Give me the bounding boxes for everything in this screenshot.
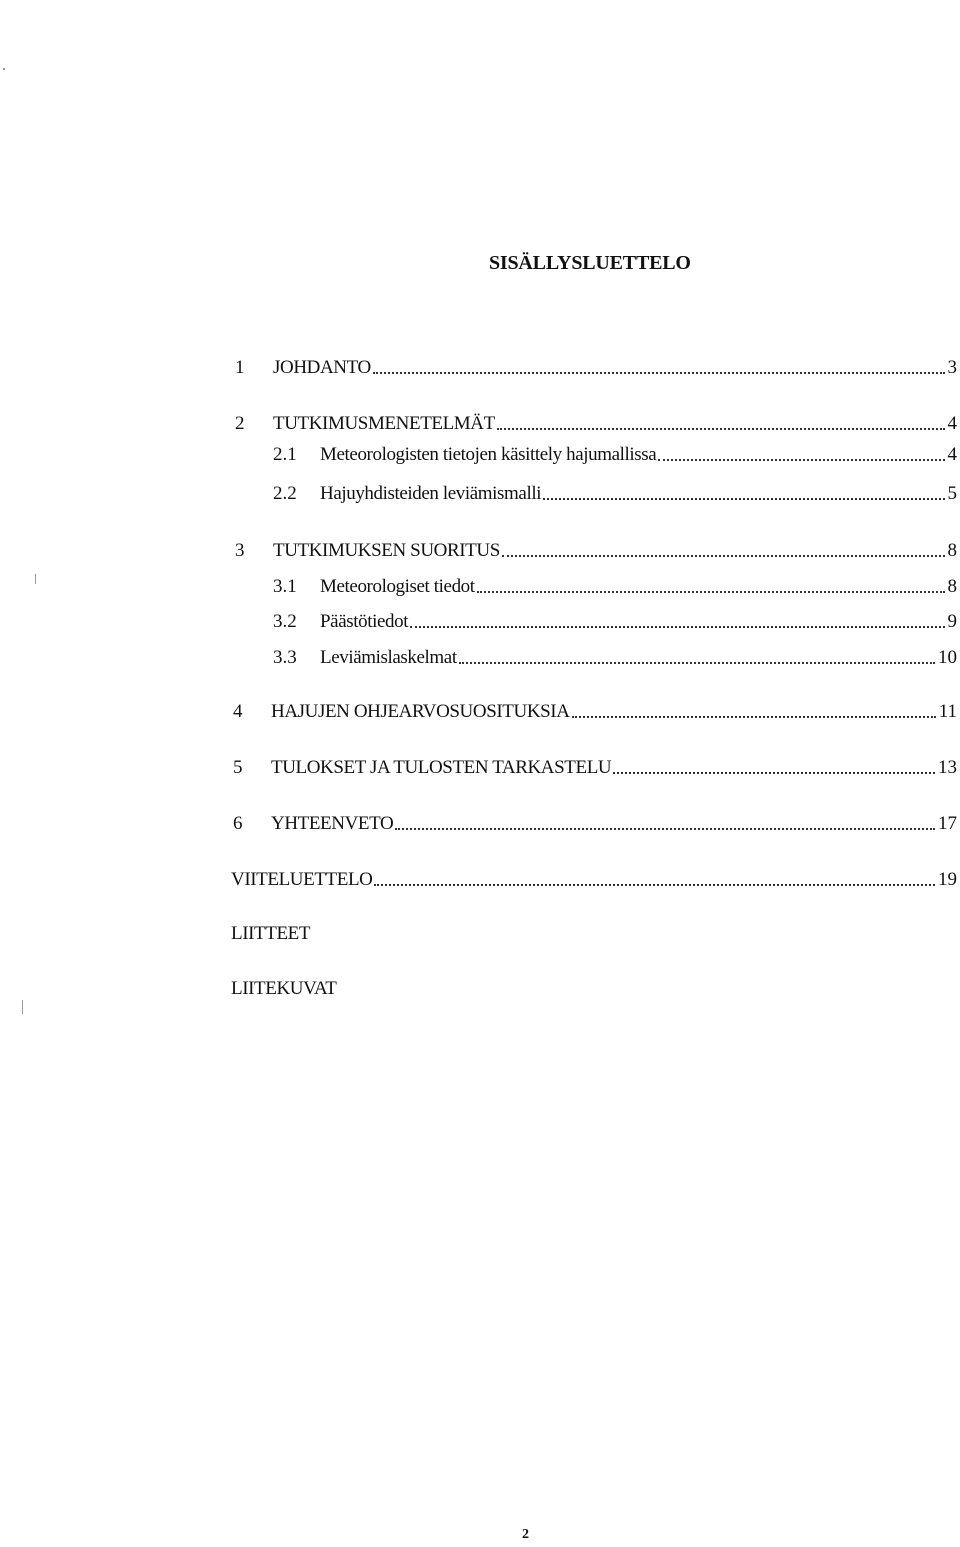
toc-entry-number: 2	[235, 413, 245, 434]
dot-leader	[459, 662, 935, 664]
toc-entry-tutkimusmenetelmat	[235, 409, 957, 435]
toc-entry-number: 1	[235, 357, 245, 378]
toc-entry-meteorologiset-tiedot	[273, 572, 957, 598]
toc-entry-label: YHTEENVETO	[271, 813, 394, 834]
dot-leader	[477, 591, 945, 593]
toc-entry-number: 5	[233, 757, 243, 778]
toc-entry-label: JOHDANTO	[273, 357, 371, 378]
toc-entry-hajujen-ohjearvosuosituksia	[233, 697, 957, 723]
toc-entry-yhteenveto	[233, 809, 957, 835]
toc-entry-page: 9	[947, 611, 957, 632]
toc-entry-label: VIITELUETTELO	[231, 869, 373, 890]
toc-entry-label: Hajuyhdisteiden leviämismalli	[320, 483, 542, 504]
dot-leader	[658, 459, 944, 461]
toc-entry-number: 2.2	[273, 483, 297, 504]
toc-entry-label: Meteorologisten tietojen käsittely hajumallissa	[320, 444, 657, 465]
toc-entry-page: 4	[947, 444, 957, 465]
toc-entry-page: 5	[947, 483, 957, 504]
toc-entry-tutkimuksen-suoritus	[235, 536, 957, 562]
toc-entry-label: Leviämislaskelmat	[320, 647, 457, 668]
toc-entry-tulokset-ja-tulosten-tarkastelu	[233, 753, 957, 779]
toc-entry-hajuyhdisteiden-leviamismalli	[273, 479, 957, 505]
toc-entry-label: TUTKIMUKSEN SUORITUS	[273, 540, 500, 561]
toc-entry-paastotiedot	[273, 607, 957, 633]
toc-entry-label: HAJUJEN OHJEARVOSUOSITUKSIA	[271, 701, 570, 722]
toc-entry-page: 10	[938, 647, 957, 668]
dot-leader	[543, 498, 944, 500]
toc-entry-page: 11	[938, 701, 957, 722]
dot-leader	[502, 555, 945, 557]
scan-speck	[3, 68, 5, 70]
toc-entry-number: 4	[233, 701, 243, 722]
toc-entry-number: 3.1	[273, 576, 297, 597]
toc-entry-meteorologisten-tietojen	[273, 440, 957, 466]
dot-leader	[373, 372, 945, 374]
dot-leader	[410, 626, 944, 628]
toc-entry-label: Päästötiedot	[320, 611, 409, 632]
toc-entry-viiteluettelo	[231, 865, 957, 891]
toc-entry-page: 4	[947, 413, 957, 434]
dot-leader	[613, 772, 935, 774]
toc-entry-liitteet: LIITTEET	[231, 923, 311, 944]
toc-entry-number: 3	[235, 540, 245, 561]
toc-entry-number: 6	[233, 813, 243, 834]
toc-entry-page: 3	[947, 357, 957, 378]
dot-leader	[497, 428, 945, 430]
toc-entry-number: 3.3	[273, 647, 297, 668]
toc-title: SISÄLLYSLUETTELO	[489, 252, 691, 274]
toc-entry-page: 8	[947, 576, 957, 597]
footer-page-number: 2	[522, 1527, 529, 1542]
toc-entry-number: 3.2	[273, 611, 297, 632]
toc-entry-label: Meteorologiset tiedot	[320, 576, 475, 597]
scan-speck	[35, 574, 36, 584]
toc-entry-number: 2.1	[273, 444, 297, 465]
dot-leader	[395, 828, 935, 830]
toc-entry-johdanto	[235, 353, 957, 379]
toc-entry-label: TULOKSET JA TULOSTEN TARKASTELU	[271, 757, 612, 778]
scan-speck	[22, 1000, 23, 1014]
toc-entry-page: 13	[938, 757, 957, 778]
toc-entry-page: 19	[938, 869, 957, 890]
dot-leader	[572, 716, 936, 718]
toc-entry-label: TUTKIMUSMENETELMÄT	[273, 413, 495, 434]
dot-leader	[374, 884, 935, 886]
toc-entry-liitekuvat: LIITEKUVAT	[231, 978, 337, 999]
toc-entry-page: 17	[938, 813, 957, 834]
toc-entry-page: 8	[947, 540, 957, 561]
toc-entry-leviamislaskelmat	[273, 643, 957, 669]
